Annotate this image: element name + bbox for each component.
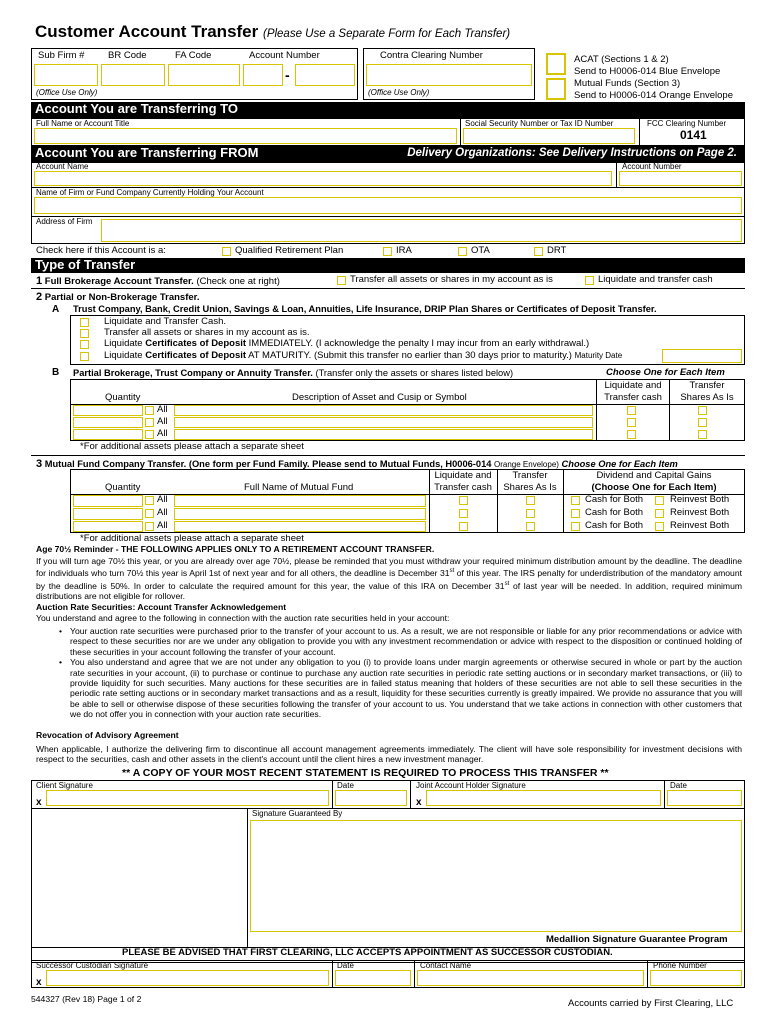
c-row2-cash-label: Cash for Both bbox=[585, 507, 644, 518]
c-row1-fund-name[interactable] bbox=[174, 495, 426, 507]
b-row3-all-label: All bbox=[157, 428, 168, 439]
maturity-date-label: Maturity Date bbox=[574, 351, 623, 360]
c-row2-qty[interactable] bbox=[73, 508, 143, 520]
c-row2-liquidate-checkbox[interactable] bbox=[459, 509, 468, 518]
successor-sign-x: x bbox=[36, 977, 42, 988]
revocation-text: When applicable, I authorize the delivering firm to discontinue all account management agreements immediately. The client will have sole responsibility for investment decisions with respect to the securities, cash and other assets in the client's account until the client hires a new investment manager. bbox=[36, 744, 742, 765]
from-band-title: Account You are Transferring FROM bbox=[35, 145, 259, 160]
from-account-number-label: Account Number bbox=[622, 162, 682, 171]
ota-label: OTA bbox=[471, 245, 490, 256]
ars-heading: Auction Rate Securities: Account Transfer Acknowledgement bbox=[36, 602, 287, 612]
a-transfer-as-is-checkbox[interactable] bbox=[80, 329, 89, 338]
age-text-3: of last year will be needed. In addition, required minimum distributions are not eligible for rollover. bbox=[36, 580, 743, 601]
c-footnote: *For additional assets please attach a separate sheet bbox=[80, 533, 304, 544]
b-col-description: Description of Asset and Cusip or Symbol bbox=[292, 392, 467, 403]
from-band bbox=[31, 146, 745, 162]
medallion-label: Medallion Signature Guarantee Program bbox=[546, 934, 728, 945]
transfer-as-is-label: Transfer all assets or shares in my account as is bbox=[350, 274, 553, 285]
c-row1-cash-label: Cash for Both bbox=[585, 494, 644, 505]
c-row3-all-label: All bbox=[157, 520, 168, 531]
from-account-number-input[interactable] bbox=[619, 171, 742, 186]
ota-checkbox[interactable] bbox=[458, 247, 467, 256]
firm-address-label: Address of Firm bbox=[36, 217, 93, 226]
fcc-label: FCC Clearing Number bbox=[647, 119, 727, 128]
section3-orange: Orange Envelope) bbox=[494, 460, 559, 469]
b-row1-qty[interactable] bbox=[73, 405, 143, 416]
b-row1-description[interactable] bbox=[174, 405, 593, 416]
a-cd-immediately-checkbox[interactable] bbox=[80, 340, 89, 349]
ira-checkbox[interactable] bbox=[383, 247, 392, 256]
c-row2-reinvest-checkbox[interactable] bbox=[655, 509, 664, 518]
joint-date-input[interactable] bbox=[667, 790, 742, 806]
a-opt3-post: IMMEDIATELY. (I acknowledge the penalty I may incur from an early withdrawal.) bbox=[246, 338, 590, 349]
c-row3-liquidate-checkbox[interactable] bbox=[459, 522, 468, 531]
b-row2-description[interactable] bbox=[174, 417, 593, 428]
fcc-value: 0141 bbox=[680, 128, 707, 142]
liquidate-cash-label: Liquidate and transfer cash bbox=[598, 274, 713, 285]
form-title-main: Customer Account Transfer bbox=[35, 22, 259, 41]
contra-clearing-input[interactable] bbox=[366, 64, 532, 86]
br-code-input[interactable] bbox=[101, 64, 165, 86]
qualified-plan-label: Qualified Retirement Plan bbox=[235, 245, 344, 256]
b-row3-description[interactable] bbox=[174, 429, 593, 440]
b-row3-all-checkbox[interactable] bbox=[145, 430, 154, 439]
carried-by: Accounts carried by First Clearing, LLC bbox=[568, 998, 734, 1009]
liquidate-cash-checkbox[interactable] bbox=[585, 276, 594, 285]
successor-signature-input[interactable] bbox=[46, 970, 329, 986]
ars-bullets bbox=[56, 626, 742, 720]
subsection-a-title: Trust Company, Bank, Credit Union, Savings & Loan, Annuities, Life Insurance, DRIP Plan Shares or Certificates of Deposit Transfer. bbox=[73, 304, 657, 314]
account-type-label: Check here if this Account is a: bbox=[36, 245, 166, 256]
subsection-b-letter: B bbox=[52, 367, 60, 378]
c-row1-cash-both-checkbox[interactable] bbox=[571, 496, 580, 505]
c-col-liquidate bbox=[431, 470, 495, 494]
client-signature-input[interactable] bbox=[46, 790, 329, 806]
section3-num: 3 bbox=[36, 458, 43, 470]
c-row3-reinvest-label: Reinvest Both bbox=[670, 520, 730, 531]
c-row2-transfer-checkbox[interactable] bbox=[526, 509, 535, 518]
medallion-stamp-area[interactable] bbox=[250, 820, 742, 932]
a-liquidate-cash-checkbox[interactable] bbox=[80, 318, 89, 327]
joint-sign-x: x bbox=[416, 797, 422, 808]
fa-code-input[interactable] bbox=[168, 64, 240, 86]
section1-title: Full Brokerage Account Transfer. bbox=[44, 276, 194, 287]
br-code-label: BR Code bbox=[108, 50, 147, 61]
b-row1-liquidate-checkbox[interactable] bbox=[627, 406, 636, 415]
a-opt1-label: Liquidate and Transfer Cash. bbox=[104, 316, 226, 327]
b-row3-liquidate-checkbox[interactable] bbox=[627, 430, 636, 439]
a-opt4-post: AT MATURITY. (Submit this transfer no earlier than 30 days prior to maturity.) bbox=[246, 350, 572, 361]
a-opt2-label: Transfer all assets or shares in my account as is. bbox=[104, 327, 310, 338]
c-row3-cash-label: Cash for Both bbox=[585, 520, 644, 531]
b-row2-transfer-checkbox[interactable] bbox=[698, 418, 707, 427]
form-subtitle: (Please Use a Separate Form for Each Transfer) bbox=[262, 28, 511, 40]
c-row1-reinvest-label: Reinvest Both bbox=[670, 494, 730, 505]
b-row3-transfer-checkbox[interactable] bbox=[698, 430, 707, 439]
a-opt3-label bbox=[104, 339, 589, 350]
c-col-tr-2: Shares As Is bbox=[503, 482, 557, 493]
drt-label: DRT bbox=[547, 245, 567, 256]
date-label-2: Date bbox=[670, 781, 687, 790]
date-label-3: Date bbox=[337, 961, 354, 970]
sub-firm-input[interactable] bbox=[34, 64, 98, 86]
account-number-label: Account Number bbox=[249, 50, 320, 61]
client-sign-x: x bbox=[36, 797, 42, 808]
contact-name-label: Contact Name bbox=[420, 961, 472, 970]
maturity-date-input[interactable] bbox=[662, 349, 742, 363]
form-title bbox=[35, 22, 510, 42]
c-col-div-2: (Choose One for Each Item) bbox=[591, 482, 717, 493]
section3-hint: (One form per Fund Family. Please send to Mutual Funds, H0006-014 bbox=[188, 459, 492, 469]
c-col-fund-name: Full Name of Mutual Fund bbox=[244, 482, 354, 493]
a-opt3-bold: Certificates of Deposit bbox=[145, 338, 247, 349]
office-use-label-1: (Office Use Only) bbox=[36, 88, 98, 97]
section3-choose: Choose One for Each Item bbox=[561, 459, 678, 469]
age-text-2: of this year. The IRS penalty for underdistribution of the mandatory amount by the deadline is 50%. In order to calculate the required amount for this year, the value of this IRA on December 31 bbox=[36, 568, 742, 591]
section2-num: 2 bbox=[36, 291, 43, 303]
b-col-liquidate bbox=[599, 380, 667, 403]
firm-name-label: Name of Firm or Fund Company Currently Holding Your Account bbox=[36, 188, 264, 197]
c-row1-liquidate-checkbox[interactable] bbox=[459, 496, 468, 505]
c-row1-all-checkbox[interactable] bbox=[145, 496, 154, 505]
age-paragraph bbox=[36, 556, 742, 601]
form-id: 544327 (Rev 18) Page 1 of 2 bbox=[31, 994, 142, 1004]
firm-name-input[interactable] bbox=[34, 197, 742, 214]
section2-heading bbox=[36, 291, 199, 304]
c-row3-qty[interactable] bbox=[73, 521, 143, 532]
c-col-div-1: Dividend and Capital Gains bbox=[596, 470, 712, 481]
sub-firm-label: Sub Firm # bbox=[38, 50, 85, 61]
ira-label: IRA bbox=[396, 245, 412, 256]
client-date-input[interactable] bbox=[335, 790, 407, 806]
b-col-tr-1: Transfer bbox=[689, 380, 725, 391]
b-col-liq-2: Transfer cash bbox=[604, 391, 662, 403]
a-opt3-pre: Liquidate bbox=[104, 338, 146, 349]
date-label-1: Date bbox=[337, 781, 354, 790]
a-cd-maturity-checkbox[interactable] bbox=[80, 352, 89, 361]
full-name-input[interactable] bbox=[34, 128, 457, 144]
copy-notice: ** A COPY OF YOUR MOST RECENT STATEMENT IS REQUIRED TO PROCESS THIS TRANSFER ** bbox=[122, 767, 609, 779]
age-sup-1: st bbox=[449, 568, 455, 575]
account-name-label: Account Name bbox=[36, 162, 89, 171]
account-number-dash: - bbox=[285, 67, 290, 83]
b-col-quantity: Quantity bbox=[105, 392, 141, 403]
c-row2-fund-name[interactable] bbox=[174, 508, 426, 520]
c-col-tr-1: Transfer bbox=[512, 470, 548, 481]
a-opt4-label bbox=[104, 351, 622, 362]
contra-clearing-label: Contra Clearing Number bbox=[380, 50, 483, 61]
section1-num: 1 bbox=[36, 275, 43, 287]
section1-heading bbox=[36, 275, 280, 288]
b-row2-all-label: All bbox=[157, 416, 168, 427]
a-opt4-bold: Certificates of Deposit bbox=[145, 350, 247, 361]
full-name-label: Full Name or Account Title bbox=[36, 119, 130, 128]
qualified-plan-checkbox[interactable] bbox=[222, 247, 231, 256]
b-row3-qty[interactable] bbox=[73, 429, 143, 440]
subsection-b-heading bbox=[73, 368, 513, 379]
subsection-b-hint: (Transfer only the assets or shares listed below) bbox=[315, 368, 514, 378]
ars-bullet-1: • Your auction rate securities were purchased prior to the transfer of your account to us. As a result, we are not responsible or liable for any prior recommendations or advice with respect to these securities nor are we under any obligation to provide you with any investment recommendation or advice with respect to the disposition or continued holding of these securities in your account following the transfer of your account. bbox=[56, 626, 742, 657]
b-row2-all-checkbox[interactable] bbox=[145, 418, 154, 427]
ssn-input[interactable] bbox=[463, 128, 635, 144]
ars-intro: You understand and agree to the following in connection with the auction rate securities held in your account: bbox=[36, 613, 450, 623]
acat-line1: ACAT (Sections 1 & 2) bbox=[574, 54, 669, 65]
fa-code-label: FA Code bbox=[175, 50, 212, 61]
c-col-quantity: Quantity bbox=[105, 482, 141, 493]
type-band: Type of Transfer bbox=[31, 258, 745, 273]
joint-signature-label: Joint Account Holder Signature bbox=[416, 781, 526, 790]
joint-signature-input[interactable] bbox=[426, 790, 661, 806]
b-col-tr-2: Shares As Is bbox=[680, 391, 734, 403]
contact-name-input[interactable] bbox=[417, 970, 644, 986]
c-row3-transfer-checkbox[interactable] bbox=[526, 522, 535, 531]
b-row2-qty[interactable] bbox=[73, 417, 143, 428]
c-col-transfer bbox=[499, 470, 561, 494]
b-row1-all-label: All bbox=[157, 404, 168, 415]
to-band: Account You are Transferring TO bbox=[31, 102, 745, 118]
subsection-b-title: Partial Brokerage, Trust Company or Annuity Transfer. bbox=[73, 368, 313, 378]
c-row3-fund-name[interactable] bbox=[174, 521, 426, 532]
c-row1-all-label: All bbox=[157, 494, 168, 505]
drt-checkbox[interactable] bbox=[534, 247, 543, 256]
delivery-note: Delivery Organizations: See Delivery Instructions on Page 2. bbox=[407, 147, 737, 159]
phone-number-label: Phone Number bbox=[653, 961, 707, 970]
c-row3-reinvest-checkbox[interactable] bbox=[655, 522, 664, 531]
ssn-label: Social Security Number or Tax ID Number bbox=[465, 119, 614, 128]
successor-date-input[interactable] bbox=[335, 970, 411, 986]
c-row1-reinvest-checkbox[interactable] bbox=[655, 496, 664, 505]
acat-line2: Send to H0006-014 Blue Envelope bbox=[574, 66, 721, 77]
c-row3-all-checkbox[interactable] bbox=[145, 522, 154, 531]
c-row2-all-checkbox[interactable] bbox=[145, 509, 154, 518]
client-signature-label: Client Signature bbox=[36, 781, 93, 790]
acat-text bbox=[574, 54, 733, 102]
a-opt4-pre: Liquidate bbox=[104, 350, 146, 361]
b-row1-all-checkbox[interactable] bbox=[145, 406, 154, 415]
subsection-a-letter: A bbox=[52, 304, 60, 315]
c-row1-qty[interactable] bbox=[73, 495, 143, 507]
c-row2-cash-both-checkbox[interactable] bbox=[571, 509, 580, 518]
section3-title: Mutual Fund Company Transfer. bbox=[44, 459, 187, 469]
section2-title: Partial or Non-Brokerage Transfer. bbox=[44, 292, 200, 303]
b-footnote: *For additional assets please attach a separate sheet bbox=[80, 441, 304, 452]
mf-line2: Send to H0006-014 Orange Envelope bbox=[574, 90, 733, 101]
revocation-heading: Revocation of Advisory Agreement bbox=[36, 730, 179, 740]
ars-bullet-2: • You also understand and agree that we are not under any obligation to you (i) to provide loans under margin agreements or otherwise secured in whole or part by the auction rate securities in your account, (ii) to purchase or continue to purchase any auction rate securities in periodic rate setting auctions or in secondary market transactions, or (iii) to provide liquidity for such securities. Many auctions for these securities are in failed status meaning that holders of these securities are not able to sell these securities in the periodic rate setting auctions or in secondary market transactions and as a result, liquidity for these securities currently is greatly impaired. We provide no assurance that you will be able to sell or otherwise dispose of these securities following the transfer of your account to us. You understand that we take actions in connection with other customers that we do not offer you in connection with your auction rate securities. bbox=[56, 657, 742, 719]
c-row1-transfer-checkbox[interactable] bbox=[526, 496, 535, 505]
age-sup-2: st bbox=[504, 580, 510, 587]
age-heading: Age 70½ Reminder - THE FOLLOWING APPLIES ONLY TO A RETIREMENT ACCOUNT TRANSFER. bbox=[36, 544, 435, 554]
account-number-part2-input[interactable] bbox=[295, 64, 355, 86]
mutual-funds-checkbox[interactable] bbox=[546, 78, 566, 100]
c-col-liq-1: Liquidate and bbox=[434, 470, 492, 481]
c-row2-reinvest-label: Reinvest Both bbox=[670, 507, 730, 518]
account-name-input[interactable] bbox=[34, 171, 612, 186]
c-row3-cash-both-checkbox[interactable] bbox=[571, 522, 580, 531]
c-col-dividend bbox=[565, 470, 743, 494]
acat-checkbox[interactable] bbox=[546, 53, 566, 75]
office-use-label-2: (Office Use Only) bbox=[368, 88, 430, 97]
mf-line1: Mutual Funds (Section 3) bbox=[574, 78, 681, 89]
guaranteed-by-label: Signature Guaranteed By bbox=[252, 809, 343, 818]
successor-notice: PLEASE BE ADVISED THAT FIRST CLEARING, LLC ACCEPTS APPOINTMENT AS SUCCESSOR CUSTODIAN. bbox=[122, 947, 613, 958]
b-row2-liquidate-checkbox[interactable] bbox=[627, 418, 636, 427]
c-col-liq-2: Transfer cash bbox=[434, 482, 492, 493]
b-col-transfer bbox=[671, 380, 743, 403]
b-row1-transfer-checkbox[interactable] bbox=[698, 406, 707, 415]
firm-address-input[interactable] bbox=[101, 219, 742, 242]
transfer-as-is-checkbox[interactable] bbox=[337, 276, 346, 285]
account-number-part1-input[interactable] bbox=[243, 64, 283, 86]
c-row2-all-label: All bbox=[157, 507, 168, 518]
successor-signature-label: Successor Custodian Signature bbox=[36, 961, 149, 970]
phone-number-input[interactable] bbox=[650, 970, 742, 986]
b-col-liq-1: Liquidate and bbox=[604, 380, 662, 391]
age-text-1: If you will turn age 70½ this year, or you are already over age 70½, please be reminded that you must withdraw your required minimum distribution amount by the deadline. The deadline for individuals who turn 70½ this year is April 1st of next year and for all others, the deadline is December 31 bbox=[36, 556, 742, 579]
section1-hint: (Check one at right) bbox=[196, 276, 280, 287]
b-choose-label: Choose One for Each Item bbox=[606, 367, 725, 378]
